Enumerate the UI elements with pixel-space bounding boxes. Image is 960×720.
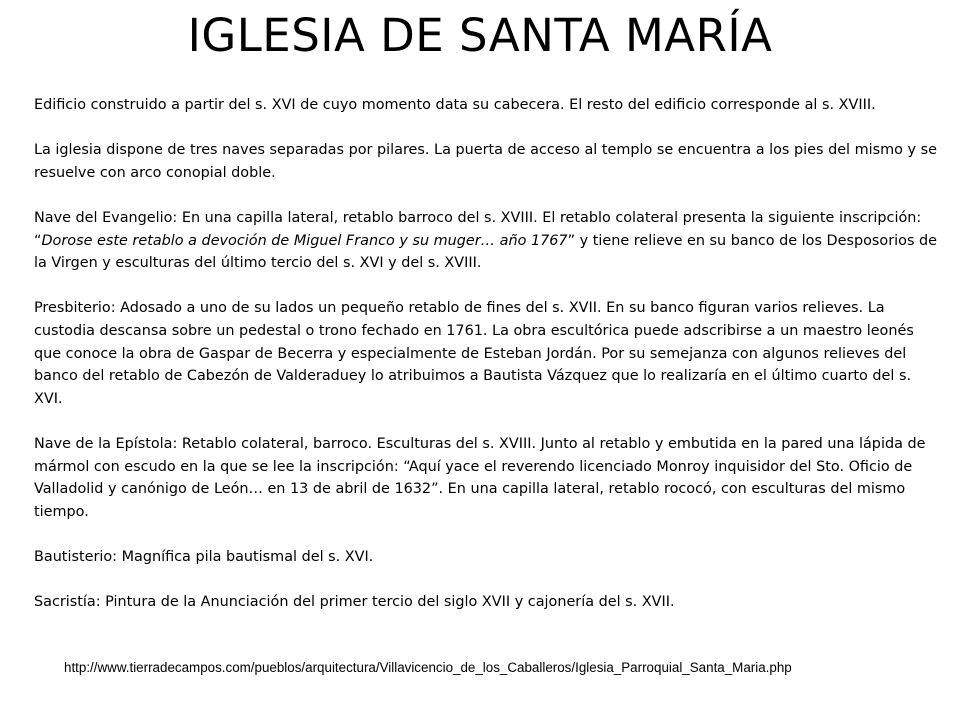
evangelio-inscription: Dorose este retablo a devoción de Miguel Franco y su muger… año 1767 [41, 232, 568, 249]
evangelio-text-start: Nave del Evangelio: En una capilla lateral, retablo barroco del s. XVIII. El retablo colateral presenta la siguiente inscripción: “ [34, 209, 922, 249]
paragraph-nave-evangelio [34, 207, 940, 275]
paragraph-construction: Edificio construido a partir del s. XVI de cuyo momento data su cabecera. El resto del edificio corresponde al s. XVIII. [34, 97, 876, 113]
paragraph-presbiterio: Presbiterio: Adosado a uno de su lados un pequeño retablo de fines del s. XVII. En su banco figuran varios relieves. La custodia descansa sobre un pedestal o trono fechado en 1761. La obra escultórica puede adscribirse a un maestro leonés que conoce la obra de Gaspar de Becerra y especialmente de Esteban Jordán. Por su semejanza con algunos relieves del banco del retablo de Cabezón de Valderaduey lo atribuimos a Bautista Vázquez que lo realizaría en el último cuarto del s. XVI. [34, 300, 914, 407]
source-url: http://www.tierradecampos.com/pueblos/arquitectura/Villavicencio_de_los_Caballeros/Iglesia_Parroquial_Santa_Maria.php [64, 660, 792, 675]
paragraph-sacristia: Sacristía: Pintura de la Anunciación del primer tercio del siglo XVII y cajonería del s. XVII. [34, 594, 675, 611]
paragraph-naves: La iglesia dispone de tres naves separadas por pilares. La puerta de acceso al templo se encuentra a los pies del mismo y se resuelve con arco conopial doble. [34, 142, 937, 181]
slide-title: IGLESIA DE SANTA MARÍA [187, 9, 773, 62]
slide-body [34, 94, 940, 614]
evangelio-text-end: ” y tiene relieve en su banco de los Desposorios de la Virgen y esculturas del último tercio del s. XVI y del s. XVIII. [34, 232, 937, 272]
paragraph-bautisterio: Bautisterio: Magnífica pila bautismal del s. XVI. [34, 548, 374, 565]
paragraph-nave-epistola: Nave de la Epístola: Retablo colateral, barroco. Esculturas del s. XVIII. Junto al retablo y embutida en la pared una lápida de mármol con escudo en la que se lee la inscripción: “Aquí yace el reverendo licenciado Monroy inquisidor del Sto. Oficio de Valladolid y canónigo de León… en 13 de abril de 1632”. En una capilla lateral, retablo rococó, con esculturas del mismo tiempo. [34, 435, 926, 520]
